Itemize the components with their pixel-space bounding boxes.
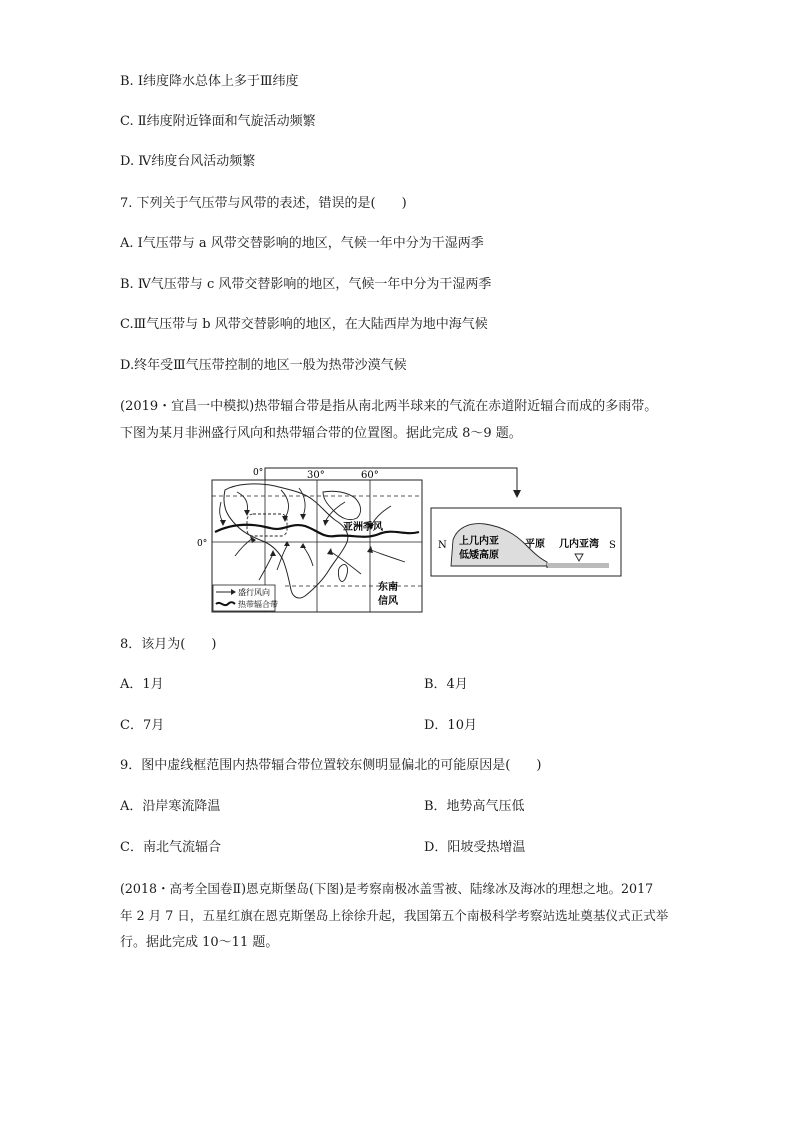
passage2-line2: 年 2 月 7 日，五星红旗在恩克斯堡岛上徐徐升起，我国第五个南极科学考察站选址奠基仪式正式举 [120,908,669,923]
q8-option-a: A．1月 [120,677,164,692]
gulf-water [547,563,609,568]
q7-option-d: D.终年受Ⅲ气压带控制的地区一般为热带沙漠气候 [120,358,407,373]
connector-arrowhead [513,490,521,498]
africa-wind-itcz-figure [195,462,625,614]
q8-option-c: C．7月 [120,718,165,733]
figure-svg [195,462,625,614]
legend-itcz-label: 热带辐合带 [238,600,278,609]
profile-plain-label: 平原 [525,539,545,550]
q9-stem: 9．图中虚线框范围内热带辐合带位置较东侧明显偏北的可能原因是( ) [120,758,542,773]
q8-option-d: D．10月 [424,718,477,733]
se-trade-label-2: 信风 [378,596,398,607]
lon-0-label: 0° [253,468,264,478]
q7-option-c: C.Ⅲ气压带与 b 风带交替影响的地区，在大陆西岸为地中海气候 [120,317,488,332]
profile-upland-label-2: 低矮高原 [459,550,499,561]
q9-option-c: C．南北气流辐合 [120,840,221,855]
lon-30-label: 30° [307,470,325,481]
q6-option-c: C. Ⅱ纬度附近锋面和气旋活动频繁 [120,114,316,129]
profile-s-label: S [609,540,616,551]
lat-0-label: 0° [197,539,208,549]
se-trade-label-1: 东南 [378,582,398,593]
q8-option-b: B．4月 [424,677,468,692]
profile-n-label: N [438,540,447,551]
q9-option-d: D．阳坡受热增温 [424,840,526,855]
lon-60-label: 60° [361,470,379,481]
legend-wind-label: 盛行风向 [238,588,270,597]
profile-upland-label-1: 上几内亚 [459,536,499,547]
profile-gulf-label: 几内亚湾 [559,539,599,550]
passage1-line2: 下图为某月非洲盛行风向和热带辐合带的位置图。据此完成 8～9 题。 [120,426,522,441]
passage2-line1: (2018・高考全国卷Ⅱ)恩克斯堡岛(下图)是考察南极冰盖雪被、陆缘冰及海冰的理想之地。2017 [120,881,654,896]
q6-option-b: B. Ⅰ纬度降水总体上多于Ⅲ纬度 [120,74,299,89]
passage2-line3: 行。据此完成 10～11 题。 [120,935,279,950]
q9-option-a: A．沿岸寒流降温 [120,799,221,814]
q7-option-b: B. Ⅳ气压带与 c 风带交替影响的地区，气候一年中分为干湿两季 [120,277,492,292]
q9-option-b: B．地势高气压低 [424,799,525,814]
q7-stem: 7. 下列关于气压带与风带的表述，错误的是( ) [120,196,407,211]
q8-stem: 8．该月为( ) [120,637,217,652]
q7-option-a: A. Ⅰ气压带与 a 风带交替影响的地区，气候一年中分为干湿两季 [120,236,484,251]
passage1-line1: (2019・宜昌一中模拟)热带辐合带是指从南北两半球来的气流在赤道附近辐合而成的多雨带。 [120,399,658,414]
q6-option-d: D. Ⅳ纬度台风活动频繁 [120,154,256,169]
asia-monsoon-label: 亚洲季风 [343,522,383,533]
